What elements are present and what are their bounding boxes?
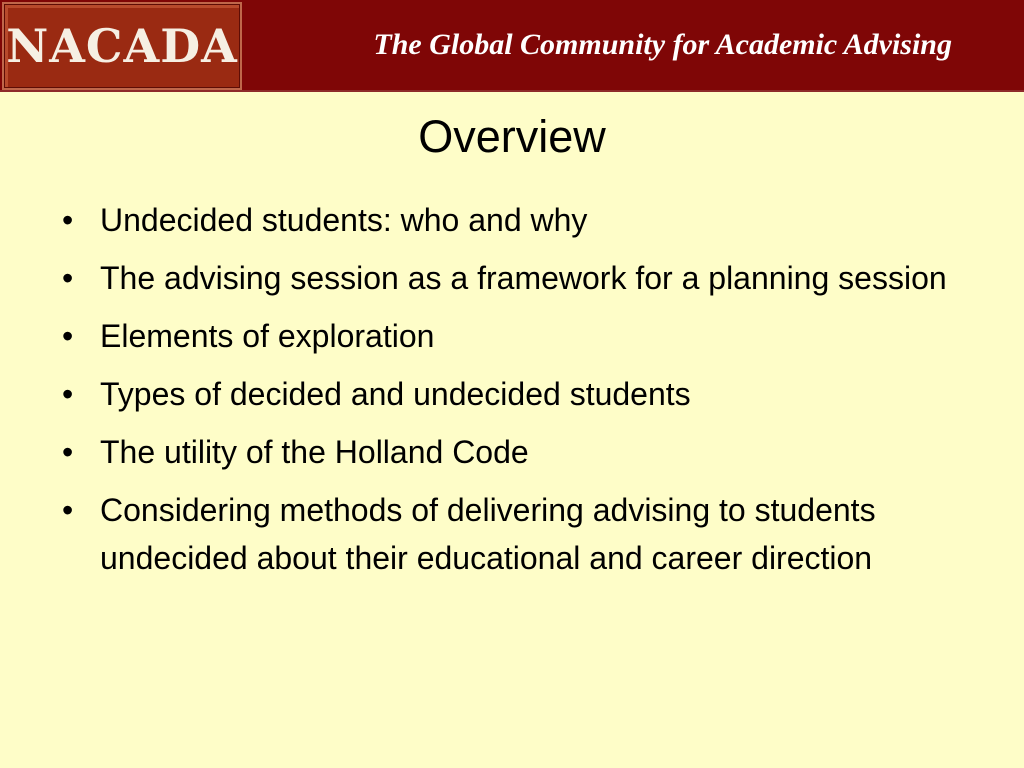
header-tagline: The Global Community for Academic Advising bbox=[373, 28, 952, 61]
bullet-dot: • bbox=[62, 376, 74, 412]
nacada-logo bbox=[2, 2, 242, 90]
bullet-dot: • bbox=[62, 434, 74, 470]
bullet-item bbox=[56, 254, 976, 302]
bullet-dot: • bbox=[62, 202, 74, 238]
bullet-dot: • bbox=[62, 318, 74, 354]
bullet-text: The advising session as a framework for a planning session bbox=[100, 260, 947, 296]
bullet-text: Types of decided and undecided students bbox=[100, 376, 691, 412]
slide-title: Overview bbox=[418, 111, 606, 162]
logo-text: NACADA bbox=[6, 19, 238, 73]
bullet-list bbox=[56, 196, 976, 592]
bullet-text: Considering methods of delivering advising to students undecided about their educational and career direction bbox=[100, 492, 876, 576]
bullet-item bbox=[56, 312, 976, 360]
bullet-text: Undecided students: who and why bbox=[100, 202, 588, 238]
bullet-item bbox=[56, 428, 976, 476]
bullet-text: Elements of exploration bbox=[100, 318, 435, 354]
bullet-item bbox=[56, 196, 976, 244]
bullet-dot: • bbox=[62, 492, 74, 528]
bullet-dot: • bbox=[62, 260, 74, 296]
header-band bbox=[0, 0, 1024, 92]
bullet-text: The utility of the Holland Code bbox=[100, 434, 529, 470]
bullet-item bbox=[56, 370, 976, 418]
bullet-item bbox=[56, 486, 976, 582]
